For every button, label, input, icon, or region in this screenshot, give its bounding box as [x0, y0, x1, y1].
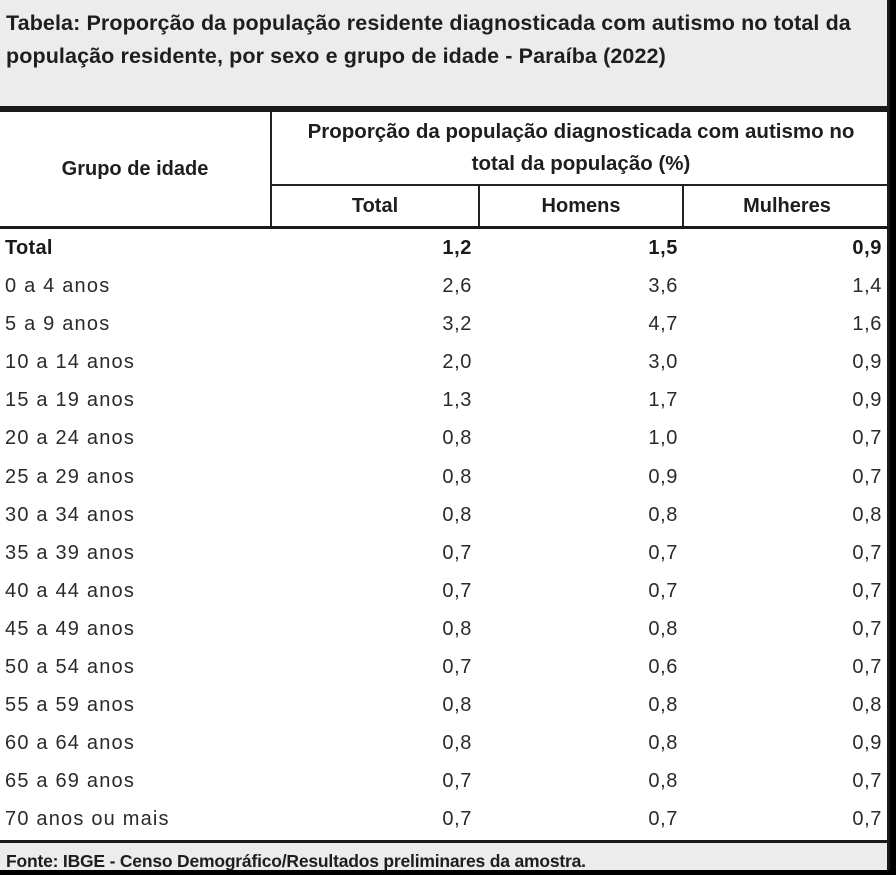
total-cell: 0,8 — [442, 732, 472, 755]
total-cell: 0,7 — [442, 656, 472, 679]
total-cell: 2,6 — [442, 275, 472, 298]
total-cell: 2,0 — [442, 351, 472, 374]
header-proportion: Proporção da população diagnosticada com autismo no total da população (%) — [272, 112, 890, 186]
age-group-cell: 45 a 49 anos — [5, 617, 136, 640]
table-row — [0, 305, 890, 343]
mulheres-cell: 0,9 — [852, 351, 882, 374]
mulheres-cell: 0,7 — [852, 617, 882, 640]
table-row — [0, 534, 890, 572]
mulheres-cell: 0,7 — [852, 656, 882, 679]
homens-cell: 4,7 — [648, 313, 678, 336]
table-row — [0, 267, 890, 305]
mulheres-cell: 0,7 — [852, 579, 882, 602]
age-group-cell: 70 anos ou mais — [5, 808, 170, 831]
homens-cell: 0,7 — [648, 808, 678, 831]
homens-cell: 3,0 — [648, 351, 678, 374]
mulheres-cell: 0,9 — [852, 732, 882, 755]
header-mulheres: Mulheres — [743, 194, 831, 217]
homens-cell: 1,0 — [648, 427, 678, 450]
mulheres-cell: 0,7 — [852, 541, 882, 564]
total-cell: 0,8 — [442, 694, 472, 717]
table-row — [0, 800, 890, 838]
table-row — [0, 610, 890, 648]
homens-cell: 0,8 — [648, 770, 678, 793]
age-group-cell: 55 a 59 anos — [5, 694, 136, 717]
age-group-cell: 50 a 54 anos — [5, 656, 136, 679]
age-group-cell: 15 a 19 anos — [5, 389, 136, 412]
source-note: Fonte: IBGE - Censo Demográfico/Resultados preliminares da amostra. — [0, 843, 890, 870]
total-cell: 0,8 — [442, 465, 472, 488]
age-group-cell: 5 a 9 anos — [5, 313, 111, 336]
header-age-group: Grupo de idade — [0, 112, 272, 226]
total-cell: 0,8 — [442, 617, 472, 640]
age-group-cell: Total — [5, 237, 53, 259]
homens-cell: 0,8 — [648, 732, 678, 755]
age-group-cell: 0 a 4 anos — [5, 275, 111, 298]
homens-cell: 0,8 — [648, 617, 678, 640]
total-cell: 1,3 — [442, 389, 472, 412]
homens-cell: 0,7 — [648, 579, 678, 602]
mulheres-cell: 0,9 — [852, 389, 882, 412]
table-row — [0, 343, 890, 381]
total-cell: 3,2 — [442, 313, 472, 336]
age-group-cell: 60 a 64 anos — [5, 732, 136, 755]
mulheres-cell: 0,8 — [852, 694, 882, 717]
mulheres-cell: 0,9 — [852, 237, 882, 259]
homens-cell: 0,8 — [648, 694, 678, 717]
table-row — [0, 572, 890, 610]
table-row — [0, 381, 890, 419]
homens-cell: 3,6 — [648, 275, 678, 298]
mulheres-cell: 0,7 — [852, 427, 882, 450]
total-cell: 0,7 — [442, 808, 472, 831]
total-cell: 1,2 — [442, 237, 472, 259]
age-group-cell: 30 a 34 anos — [5, 503, 136, 526]
mulheres-cell: 0,7 — [852, 465, 882, 488]
age-group-cell: 20 a 24 anos — [5, 427, 136, 450]
total-cell: 0,7 — [442, 770, 472, 793]
homens-cell: 0,9 — [648, 465, 678, 488]
homens-cell: 1,5 — [648, 237, 678, 259]
homens-cell: 0,6 — [648, 656, 678, 679]
mulheres-cell: 1,4 — [852, 275, 882, 298]
age-group-cell: 35 a 39 anos — [5, 541, 136, 564]
homens-cell: 0,7 — [648, 541, 678, 564]
mulheres-cell: 1,6 — [852, 313, 882, 336]
table-row — [0, 724, 890, 762]
table-body — [0, 229, 890, 839]
total-cell: 0,7 — [442, 541, 472, 564]
mulheres-cell: 0,7 — [852, 770, 882, 793]
table-row — [0, 762, 890, 800]
total-cell: 0,8 — [442, 503, 472, 526]
total-cell: 0,7 — [442, 579, 472, 602]
table-row — [0, 419, 890, 457]
table-row — [0, 648, 890, 686]
age-group-cell: 65 a 69 anos — [5, 770, 136, 793]
homens-cell: 0,8 — [648, 503, 678, 526]
table-title: Tabela: Proporção da população residente diagnosticada com autismo no total da população residente, por sexo e grupo de idade - Paraíba (2022) — [0, 0, 890, 106]
header-homens: Homens — [480, 186, 684, 226]
homens-cell: 1,7 — [648, 389, 678, 412]
age-group-cell: 10 a 14 anos — [5, 351, 136, 374]
age-group-cell: 25 a 29 anos — [5, 465, 136, 488]
mulheres-cell: 0,8 — [852, 503, 882, 526]
total-cell: 0,8 — [442, 427, 472, 450]
table-row — [0, 458, 890, 496]
table-row — [0, 496, 890, 534]
header-total: Total — [272, 186, 480, 226]
age-group-cell: 40 a 44 anos — [5, 579, 136, 602]
table-row — [0, 686, 890, 724]
mulheres-cell: 0,7 — [852, 808, 882, 831]
table-row-total — [0, 229, 890, 267]
